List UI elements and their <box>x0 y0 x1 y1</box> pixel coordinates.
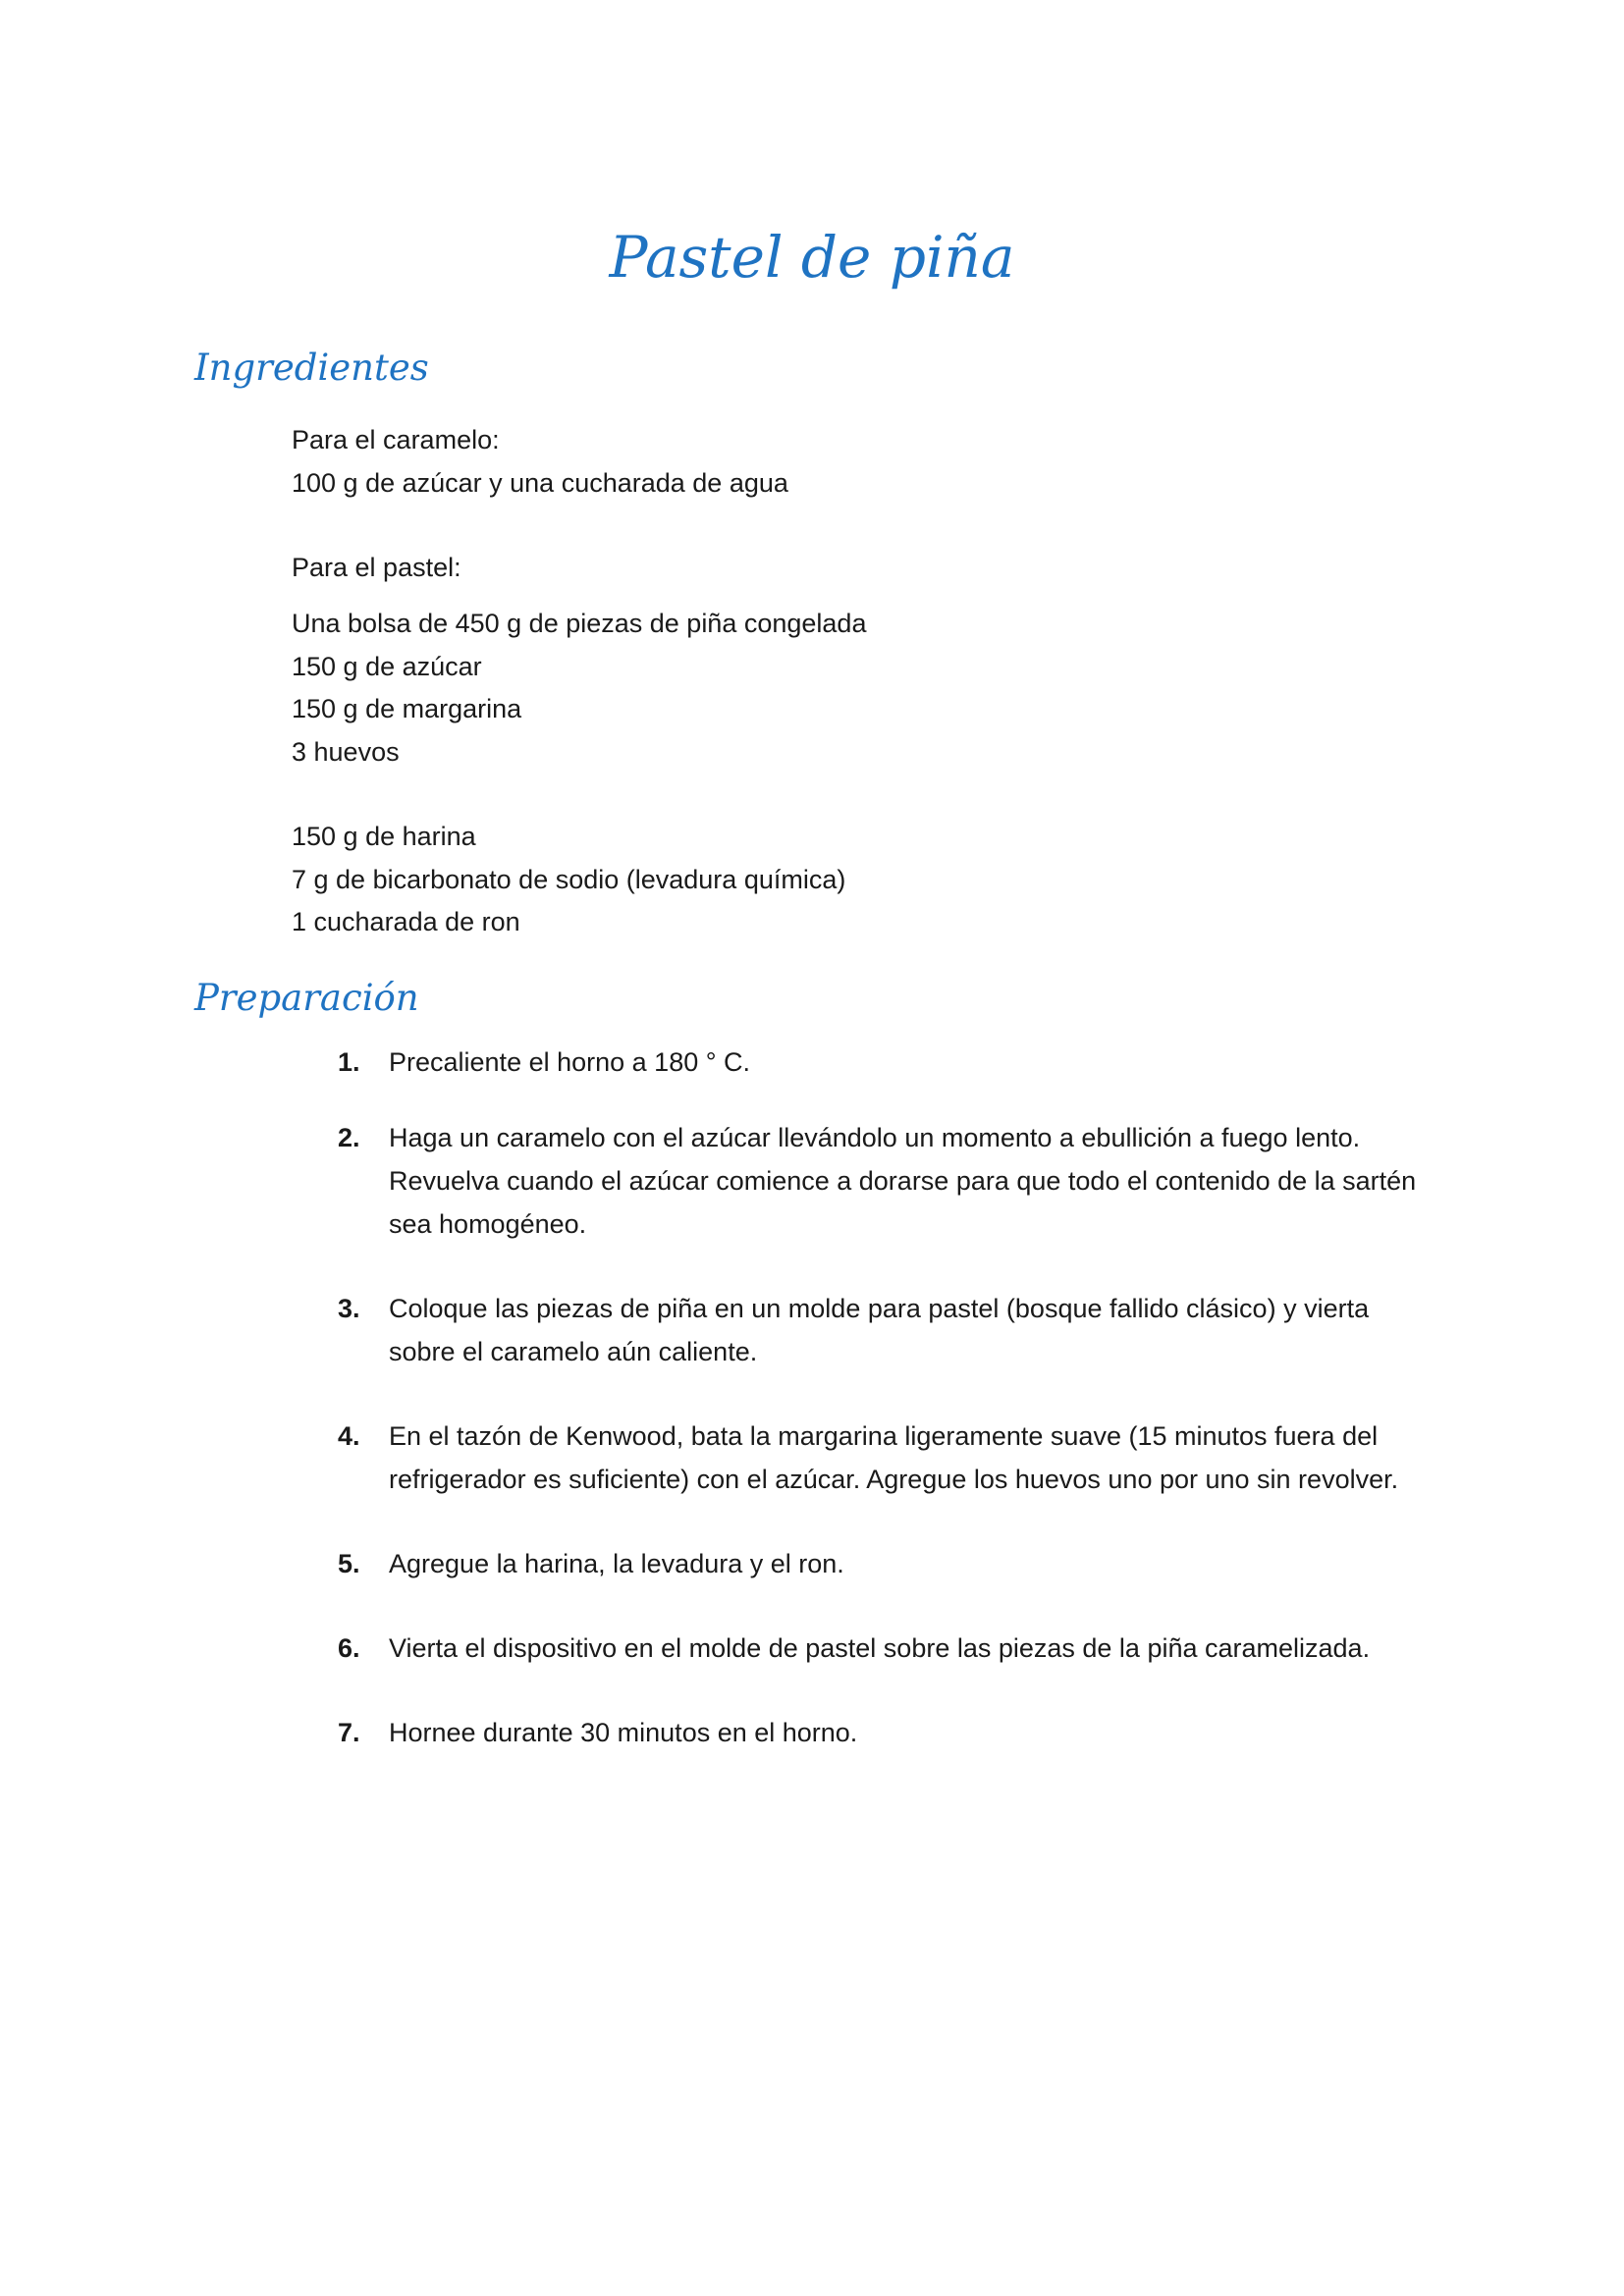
step-number: 1. <box>338 1047 360 1077</box>
step-number: 2. <box>338 1123 360 1152</box>
step-text: Vierta el dispositivo en el molde de pastel sobre las piezas de la piña caramelizada. <box>389 1633 1371 1663</box>
ingredient-line: 100 g de azúcar y una cucharada de agua <box>292 468 788 498</box>
step-item <box>338 1287 1437 1373</box>
preparation-steps <box>338 1041 1437 1754</box>
ingredients-heading: Ingredientes <box>194 347 429 389</box>
step-number: 6. <box>338 1633 360 1663</box>
step-number: 5. <box>338 1549 360 1578</box>
recipe-title: Pastel de piña <box>609 224 1015 291</box>
ingredient-line: 150 g de harina <box>292 822 476 851</box>
step-item <box>338 1711 1437 1754</box>
step-text: Coloque las piezas de piña en un molde para pastel (bosque fallido clásico) y vierta sobre el caramelo aún caliente. <box>389 1294 1370 1366</box>
preparation-heading: Preparación <box>194 977 419 1019</box>
step-text: Hornee durante 30 minutos en el horno. <box>389 1718 858 1747</box>
step-item <box>338 1542 1437 1585</box>
step-number: 3. <box>338 1294 360 1323</box>
step-text: En el tazón de Kenwood, bata la margarina ligeramente suave (15 minutos fuera del refrigerador es suficiente) con el azúcar. Agregue los huevos uno por uno sin revolver. <box>389 1421 1399 1494</box>
step-item <box>338 1041 1437 1084</box>
ingredient-line: 1 cucharada de ron <box>292 907 520 936</box>
step-number: 7. <box>338 1718 360 1747</box>
step-text: Precaliente el horno a 180 ° C. <box>389 1047 751 1077</box>
ingredient-line: 3 huevos <box>292 737 400 767</box>
step-text: Agregue la harina, la levadura y el ron. <box>389 1549 844 1578</box>
ingredient-line: 7 g de bicarbonato de sodio (levadura química) <box>292 865 846 894</box>
step-number: 4. <box>338 1421 360 1451</box>
caramel-label: Para el caramelo: <box>292 425 500 454</box>
ingredient-line: 150 g de margarina <box>292 694 522 723</box>
cake-label: Para el pastel: <box>292 553 461 582</box>
ingredient-line: 150 g de azúcar <box>292 652 482 681</box>
step-item <box>338 1627 1437 1670</box>
step-item <box>338 1415 1437 1501</box>
ingredient-line: Una bolsa de 450 g de piezas de piña congelada <box>292 609 867 638</box>
step-text: Haga un caramelo con el azúcar llevándolo un momento a ebullición a fuego lento. Revuelva cuando el azúcar comience a dorarse para que todo el contenido de la sartén sea homogéneo. <box>389 1123 1417 1239</box>
step-item <box>338 1116 1437 1246</box>
